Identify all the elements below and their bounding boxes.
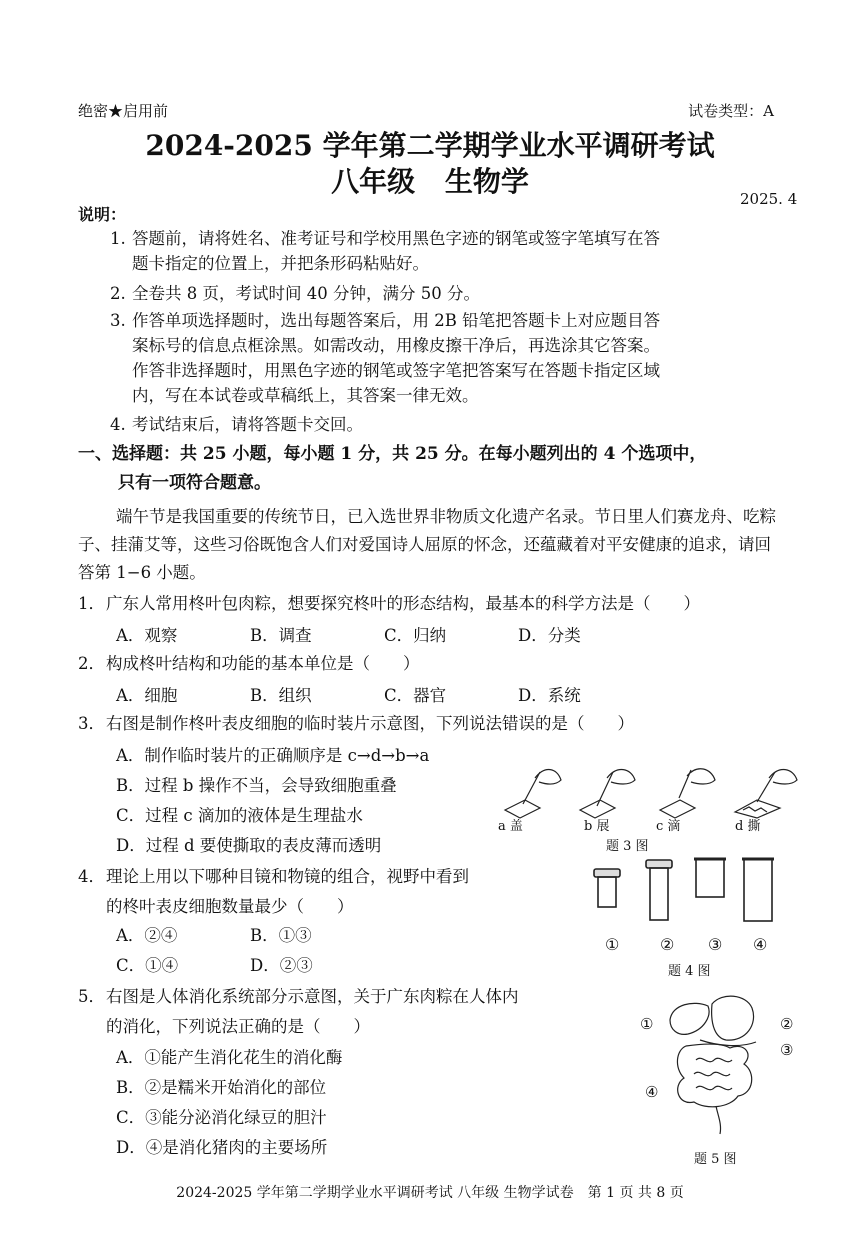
slide-preparation-figure (495, 760, 805, 820)
exam-date: 2025. 4 (740, 190, 798, 208)
question-3-stem: 3．右图是制作柊叶表皮细胞的临时装片示意图，下列说法错误的是（ ） (78, 714, 634, 733)
figure-label: c 滴 (656, 819, 681, 834)
option: A．①能产生消化花生的消化酶 (116, 1048, 343, 1067)
digestive-system-figure (660, 990, 780, 1140)
figure-label: ② (660, 935, 675, 954)
question-4-options-row2 (116, 952, 384, 976)
option: D．④是消化猪肉的主要场所 (116, 1138, 328, 1157)
option: B．调查 (250, 626, 312, 645)
figure-label: ④ (645, 1083, 659, 1101)
figure-label: ④ (753, 935, 768, 954)
option: C．①④ (116, 956, 179, 975)
question-5-stem: 5．右图是人体消化系统部分示意图，关于广东肉粽在人体内 的消化，下列说法正确的是（ ） (78, 987, 519, 1036)
option: B．过程 b 操作不当，会导致细胞重叠 (116, 776, 397, 795)
instruction-item: 2. 全卷共 8 页，考试时间 40 分钟，满分 50 分。 (110, 284, 480, 303)
option: A．②④ (116, 926, 178, 945)
question-4-stem: 4．理论上用以下哪种目镜和物镜的组合，视野中看到 的柊叶表皮细胞数量最少（ ） (78, 867, 469, 916)
figure-label: ① (605, 935, 620, 954)
lens-figure (590, 855, 790, 930)
instruction-item: 3. 作答单项选择题时，选出每题答案后，用 2B 铅笔把答题卡上对应题目答 案标号的信息点框涂黑。如需改动，用橡皮擦干净后，再选涂其它答案。 作答非选择题时，用黑色字迹的钢笔或签字笔把答案写在答题卡指定区域 内，写在本试卷或草稿纸上，其答案一律无效。 (110, 311, 661, 405)
paper-type: 试卷类型：A (688, 102, 774, 120)
option: C．过程 c 滴加的液体是生理盐水 (116, 806, 363, 825)
figure-caption: 题 3 图 (606, 839, 649, 854)
figure-label: ② (780, 1015, 794, 1033)
option: B．①③ (250, 926, 312, 945)
figure-label: ③ (708, 935, 723, 954)
option: C．器官 (384, 686, 447, 705)
question-1-stem: 1．广东人常用柊叶包肉粽，想要探究柊叶的形态结构，最基本的科学方法是（ ） (78, 594, 700, 613)
option: D．②③ (250, 956, 313, 975)
instructions-heading: 说明： (78, 205, 127, 224)
option: C．归纳 (384, 626, 447, 645)
option: D．系统 (518, 686, 581, 705)
figure-label: a 盖 (498, 819, 523, 834)
figure-label: ③ (780, 1041, 794, 1059)
exam-subtitle: 八年级 生物学 (331, 165, 529, 198)
instruction-item: 1. 答题前，请将姓名、准考证号和学校用黑色字迹的钢笔或签字笔填写在答 题卡指定的位置上，并把条形码粘贴好。 (110, 229, 660, 273)
section-intro: 端午节是我国重要的传统节日，已入选世界非物质文化遗产名录。节日里人们赛龙舟、吃粽子、挂蒲艾等，这些习俗既饱含人们对爱国诗人屈原的怀念，还蕴藏着对平安健康的追求，请回答第 1−6 小题。 (78, 507, 776, 582)
option: B．组织 (250, 686, 312, 705)
section-title: 一、选择题：共 25 小题，每小题 1 分，共 25 分。在每小题列出的 4 个选项中， 只有一项符合题意。 (78, 444, 707, 493)
option: D．过程 d 要使撕取的表皮薄而透明 (116, 836, 382, 855)
question-1-options (116, 622, 652, 646)
option: A．观察 (116, 626, 178, 645)
option: D．分类 (518, 626, 581, 645)
figure-caption: 题 5 图 (694, 1152, 737, 1167)
figure-label: d 撕 (735, 819, 761, 834)
option: A．制作临时装片的正确顺序是 c→d→b→a (116, 746, 430, 765)
figure-caption: 题 4 图 (668, 964, 711, 979)
option: C．③能分泌消化绿豆的胆汁 (116, 1108, 327, 1127)
question-4-options-row1 (116, 922, 384, 946)
option: A．细胞 (116, 686, 178, 705)
figure-label: ① (640, 1015, 654, 1033)
option: B．②是糯米开始消化的部位 (116, 1078, 327, 1097)
exam-title: 2024-2025 学年第二学期学业水平调研考试 (145, 129, 715, 162)
question-2-stem: 2．构成柊叶结构和功能的基本单位是（ ） (78, 654, 420, 673)
figure-label: b 展 (584, 819, 610, 834)
secret-mark: 绝密★启用前 (78, 102, 169, 120)
page-footer: 2024-2025 学年第二学期学业水平调研考试 八年级 生物学试卷 第 1 页 共 8 页 (176, 1185, 684, 1201)
instruction-item: 4. 考试结束后，请将答题卡交回。 (110, 415, 363, 434)
question-2-options (116, 682, 652, 706)
